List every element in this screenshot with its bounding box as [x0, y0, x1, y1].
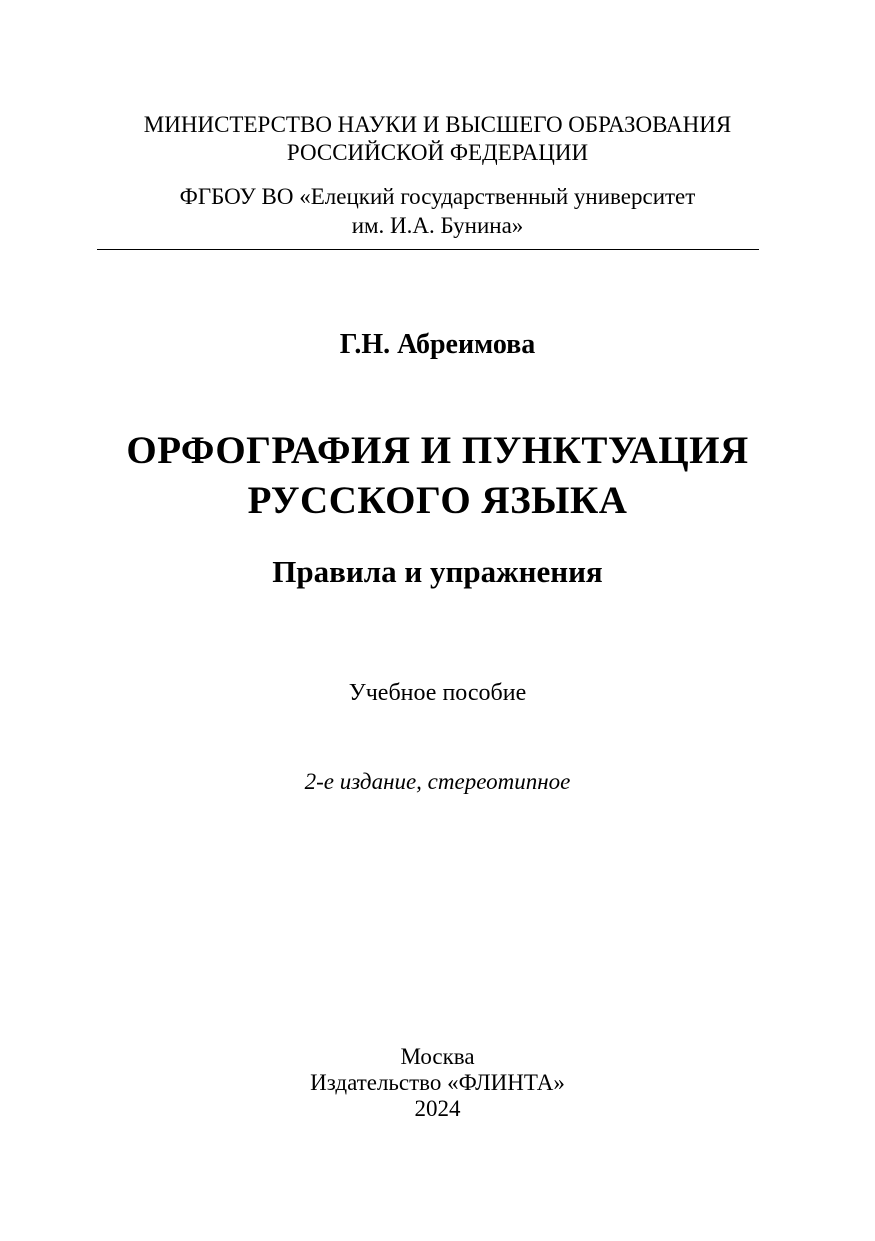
university-name-line2: им. И.А. Бунина»	[351, 213, 524, 238]
header-divider	[97, 249, 759, 250]
book-title-line2: РУССКОГО ЯЗЫКА	[247, 479, 628, 522]
author-name: Г.Н. Абреимова	[339, 329, 536, 360]
book-title-line1: ОРФОГРАФИЯ И ПУНКТУАЦИЯ	[126, 429, 749, 472]
ministry-name-line1: МИНИСТЕРСТВО НАУКИ И ВЫСШЕГО ОБРАЗОВАНИЯ	[143, 112, 732, 137]
imprint-year: 2024	[414, 1096, 461, 1121]
book-subtitle: Правила и упражнения	[272, 554, 603, 589]
imprint-city: Москва	[400, 1044, 475, 1069]
edition-note: 2-е издание, стереотипное	[304, 769, 571, 794]
document-type: Учебное пособие	[348, 680, 527, 706]
imprint-publisher: Издательство «ФЛИНТА»	[310, 1070, 565, 1095]
university-name-line1: ФГБОУ ВО «Елецкий государственный университет	[179, 184, 696, 209]
ministry-name-line2: РОССИЙСКОЙ ФЕДЕРАЦИИ	[286, 140, 589, 165]
